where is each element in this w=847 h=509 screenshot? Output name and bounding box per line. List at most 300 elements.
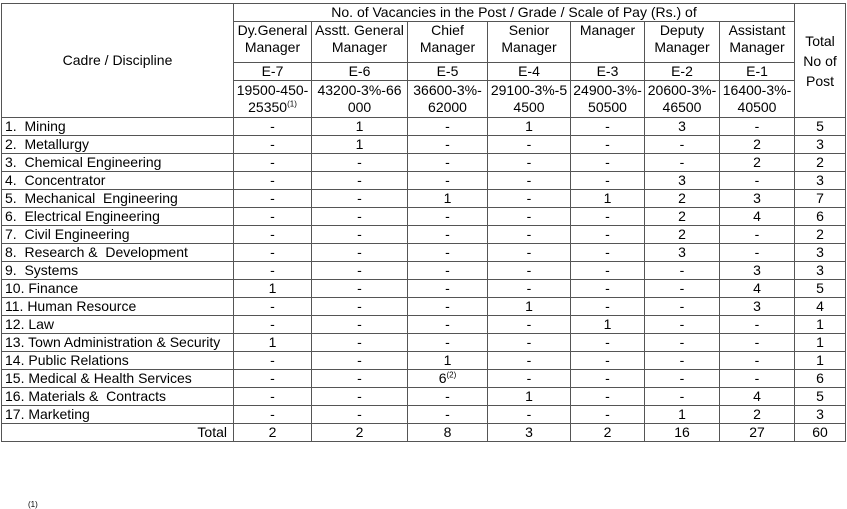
- vacancy-cell: [234, 208, 312, 226]
- vacancy-cell: [312, 154, 408, 172]
- vacancy-cell: [408, 298, 488, 316]
- vacancy-cell: [720, 244, 795, 262]
- pay-scale: 36600-3%-62000: [413, 82, 482, 115]
- vacancy-value: -: [357, 316, 362, 332]
- vacancy-cell: [234, 388, 312, 406]
- vacancy-cell: [488, 172, 571, 190]
- vacancy-cell: [571, 118, 645, 136]
- vacancy-cell: [234, 244, 312, 262]
- vacancy-cell: [234, 190, 312, 208]
- vacancy-value: -: [357, 298, 362, 314]
- vacancy-value: -: [754, 352, 760, 368]
- post-header-0: [234, 22, 312, 63]
- vacancy-value: -: [445, 136, 450, 152]
- row-total: 3: [795, 136, 846, 154]
- vacancy-cell: [408, 244, 488, 262]
- vacancy-value: -: [526, 154, 532, 170]
- vacancy-value: -: [357, 190, 362, 206]
- vacancy-cell: [312, 226, 408, 244]
- vacancy-value: -: [270, 190, 275, 206]
- vacancy-value: 1: [268, 280, 277, 296]
- vacancy-value: 1: [525, 298, 533, 314]
- vacancy-cell: [720, 352, 795, 370]
- discipline-name: 7. Civil Engineering: [2, 226, 234, 244]
- vacancy-cell: [720, 370, 795, 388]
- vacancy-cell: [720, 154, 795, 172]
- totals-label: Total: [2, 424, 234, 442]
- grade-header-6: E-1: [720, 63, 795, 81]
- vacancy-value: -: [270, 388, 275, 404]
- vacancy-cell: [645, 190, 720, 208]
- vacancy-value: 2: [678, 190, 686, 206]
- vacancy-cell: [312, 244, 408, 262]
- post-name: Deputy Manager: [654, 22, 710, 55]
- vacancy-value: -: [605, 334, 610, 350]
- vacancy-value: 3: [753, 190, 761, 206]
- vacancy-cell: [571, 352, 645, 370]
- vacancy-value: 3: [678, 244, 686, 260]
- vacancy-value: 1: [355, 118, 364, 134]
- scale-header-3: [488, 81, 571, 118]
- vacancy-table: [1, 3, 846, 442]
- vacancy-cell: [488, 352, 571, 370]
- vacancy-value: -: [526, 208, 532, 224]
- grade-header-2: E-5: [408, 63, 488, 81]
- vacancy-cell: [720, 190, 795, 208]
- vacancy-value: 1: [268, 334, 277, 350]
- row-total: 1: [795, 334, 846, 352]
- vacancy-value: -: [270, 370, 275, 386]
- vacancy-cell: [312, 262, 408, 280]
- grade-header-1: E-6: [312, 63, 408, 81]
- row-total: 5: [795, 388, 846, 406]
- post-header-4: [571, 22, 645, 63]
- pay-scale: 24900-3%-50500: [573, 82, 642, 115]
- vacancy-value: 1: [603, 316, 612, 332]
- vacancy-value: -: [526, 190, 532, 206]
- row-total: 7: [795, 190, 846, 208]
- vacancy-value: -: [526, 352, 532, 368]
- vacancy-value: 1: [355, 136, 364, 152]
- vacancy-cell: [312, 406, 408, 424]
- vacancy-value: -: [270, 208, 275, 224]
- vacancy-cell: [312, 352, 408, 370]
- vacancy-cell: [571, 136, 645, 154]
- vacancy-value: -: [754, 244, 760, 260]
- vacancy-value: 2: [678, 226, 686, 242]
- vacancy-value: -: [270, 316, 275, 332]
- vacancy-value: -: [270, 172, 275, 188]
- vacancy-cell: [408, 388, 488, 406]
- vacancy-cell: [234, 406, 312, 424]
- vacancy-value: -: [754, 172, 760, 188]
- row-total: 5: [795, 280, 846, 298]
- vacancy-cell: [720, 280, 795, 298]
- discipline-name: 9. Systems: [2, 262, 234, 280]
- vacancy-cell: [571, 388, 645, 406]
- discipline-name: 3. Chemical Engineering: [2, 154, 234, 172]
- table-row: [2, 262, 846, 280]
- vacancy-cell: [571, 208, 645, 226]
- table-row: [2, 406, 846, 424]
- vacancy-value: 2: [753, 136, 761, 152]
- post-header-5: [645, 22, 720, 63]
- table-row: [2, 118, 846, 136]
- vacancy-value: -: [445, 208, 450, 224]
- post-name: Dy.General Manager: [237, 22, 308, 55]
- footnote-marker: (1): [28, 500, 38, 509]
- row-total: 2: [795, 154, 846, 172]
- vacancy-value: -: [679, 298, 685, 314]
- table-row: [2, 388, 846, 406]
- vacancy-cell: [312, 334, 408, 352]
- vacancy-value: -: [357, 262, 362, 278]
- table-row: [2, 244, 846, 262]
- column-total: 2: [571, 424, 645, 442]
- vacancy-value: -: [605, 172, 610, 188]
- row-total: 3: [795, 406, 846, 424]
- vacancy-cell: [488, 190, 571, 208]
- vacancy-value: -: [270, 262, 275, 278]
- vacancy-cell: [488, 118, 571, 136]
- vacancy-value: -: [445, 280, 450, 296]
- vacancy-value: -: [754, 118, 760, 134]
- vacancy-cell: [312, 316, 408, 334]
- discipline-name: 16. Materials & Contracts: [2, 388, 234, 406]
- table-row: [2, 280, 846, 298]
- vacancy-cell: [645, 316, 720, 334]
- vacancy-cell: [408, 226, 488, 244]
- scale-header-1: [312, 81, 408, 118]
- scale-header-4: [571, 81, 645, 118]
- vacancy-value: -: [679, 352, 685, 368]
- vacancy-cell: [488, 226, 571, 244]
- totals-row: [2, 424, 846, 442]
- vacancy-cell: [488, 298, 571, 316]
- column-total: 16: [645, 424, 720, 442]
- vacancy-value: -: [445, 334, 450, 350]
- post-header-1: [312, 22, 408, 63]
- vacancy-value: -: [679, 280, 685, 296]
- pay-scale: 43200-3%-66000: [317, 82, 402, 115]
- vacancy-value: 4: [753, 280, 761, 296]
- vacancy-value: -: [270, 226, 275, 242]
- vacancy-value: -: [445, 118, 450, 134]
- column-total: 27: [720, 424, 795, 442]
- vacancy-value: -: [526, 280, 532, 296]
- vacancy-value: -: [526, 370, 532, 386]
- vacancy-value: -: [605, 226, 610, 242]
- table-row: [2, 370, 846, 388]
- row-total: 4: [795, 298, 846, 316]
- vacancy-value: 2: [753, 154, 761, 170]
- grade-header-3: E-4: [488, 63, 571, 81]
- vacancy-value: -: [357, 406, 362, 422]
- post-name: Asstt. General Manager: [315, 22, 404, 55]
- vacancy-cell: [571, 298, 645, 316]
- cell-note: (2): [446, 370, 457, 380]
- vacancy-cell: [312, 118, 408, 136]
- vacancy-cell: [488, 136, 571, 154]
- vacancy-cell: [720, 226, 795, 244]
- discipline-name: 12. Law: [2, 316, 234, 334]
- row-total: 3: [795, 262, 846, 280]
- post-name: Assistant Manager: [728, 22, 786, 55]
- vacancy-cell: [645, 244, 720, 262]
- vacancy-value: -: [445, 154, 450, 170]
- vacancy-value: -: [445, 388, 450, 404]
- vacancy-value: -: [357, 370, 362, 386]
- vacancy-cell: [488, 280, 571, 298]
- vacancy-value: -: [526, 406, 532, 422]
- vacancy-value: -: [605, 118, 610, 134]
- vacancy-value: -: [605, 406, 610, 422]
- row-total: 5: [795, 118, 846, 136]
- vacancy-value: 6: [438, 370, 447, 386]
- vacancy-cell: [645, 208, 720, 226]
- vacancy-value: -: [526, 226, 532, 242]
- vacancy-cell: [488, 244, 571, 262]
- cadre-header: Cadre / Discipline: [2, 4, 234, 118]
- table-row: [2, 334, 846, 352]
- post-header-2: [408, 22, 488, 63]
- discipline-name: 10. Finance: [2, 280, 234, 298]
- vacancy-cell: [645, 370, 720, 388]
- vacancy-cell: [571, 244, 645, 262]
- vacancy-value: -: [357, 172, 362, 188]
- vacancy-value: 4: [753, 208, 761, 224]
- discipline-name: 14. Public Relations: [2, 352, 234, 370]
- table-row: [2, 136, 846, 154]
- vacancy-cell: [408, 136, 488, 154]
- vacancy-cell: [488, 388, 571, 406]
- vacancy-cell: [488, 208, 571, 226]
- total-header: Total No of Post: [795, 4, 846, 118]
- scale-note: (1): [287, 99, 297, 109]
- vacancy-cell: [312, 280, 408, 298]
- vacancy-value: -: [445, 298, 450, 314]
- vacancy-cell: [312, 298, 408, 316]
- vacancy-cell: [720, 406, 795, 424]
- vacancy-cell: [234, 172, 312, 190]
- vacancy-cell: [720, 334, 795, 352]
- vacancy-value: -: [605, 136, 610, 152]
- scale-header-0: [234, 81, 312, 118]
- vacancy-value: -: [270, 298, 275, 314]
- vacancy-value: 3: [678, 172, 686, 188]
- scale-header-6: [720, 81, 795, 118]
- vacancy-value: -: [526, 172, 532, 188]
- discipline-name: 1. Mining: [2, 118, 234, 136]
- vacancy-value: -: [754, 316, 760, 332]
- post-header-3: [488, 22, 571, 63]
- vacancy-value: -: [445, 406, 450, 422]
- vacancy-cell: [312, 208, 408, 226]
- vacancy-value: 3: [753, 262, 761, 278]
- row-total: 6: [795, 208, 846, 226]
- vacancy-value: -: [357, 352, 362, 368]
- vacancy-value: -: [679, 388, 685, 404]
- vacancy-cell: [488, 370, 571, 388]
- vacancy-value: -: [605, 388, 610, 404]
- column-total: 3: [488, 424, 571, 442]
- grade-header-4: E-3: [571, 63, 645, 81]
- vacancy-cell: [645, 280, 720, 298]
- vacancy-value: -: [357, 154, 362, 170]
- vacancy-cell: [408, 352, 488, 370]
- vacancy-value: -: [526, 334, 532, 350]
- vacancy-cell: [408, 172, 488, 190]
- vacancy-value: -: [270, 352, 275, 368]
- vacancy-cell: [234, 334, 312, 352]
- vacancy-cell: [571, 262, 645, 280]
- vacancy-value: -: [357, 226, 362, 242]
- vacancy-cell: [312, 172, 408, 190]
- vacancy-value: -: [357, 388, 362, 404]
- vacancy-cell: [571, 370, 645, 388]
- vacancy-cell: [234, 118, 312, 136]
- discipline-name: 6. Electrical Engineering: [2, 208, 234, 226]
- vacancy-cell: [312, 370, 408, 388]
- vacancy-cell: [720, 172, 795, 190]
- vacancy-cell: [571, 406, 645, 424]
- vacancy-value: 1: [603, 190, 612, 206]
- vacancy-cell: [408, 262, 488, 280]
- vacancy-cell: [645, 226, 720, 244]
- vacancy-value: -: [754, 226, 760, 242]
- discipline-name: 15. Medical & Health Services: [2, 370, 234, 388]
- vacancy-value: -: [526, 244, 532, 260]
- vacancy-cell: [571, 316, 645, 334]
- vacancy-title: No. of Vacancies in the Post / Grade / Scale of Pay (Rs.) of: [234, 4, 795, 22]
- table-row: [2, 226, 846, 244]
- vacancy-cell: [645, 136, 720, 154]
- row-total: 3: [795, 172, 846, 190]
- post-name: Manager: [579, 22, 636, 38]
- vacancy-cell: [645, 388, 720, 406]
- vacancy-cell: [571, 226, 645, 244]
- discipline-name: 4. Concentrator: [2, 172, 234, 190]
- vacancy-value: -: [754, 370, 760, 386]
- vacancy-cell: [408, 118, 488, 136]
- row-total: 1: [795, 316, 846, 334]
- vacancy-value: 1: [525, 118, 533, 134]
- vacancy-value: -: [526, 316, 532, 332]
- pay-scale: 20600-3%-46500: [647, 82, 717, 115]
- vacancy-value: -: [679, 316, 685, 332]
- vacancy-cell: [571, 334, 645, 352]
- table-row: [2, 208, 846, 226]
- vacancy-value: -: [605, 154, 610, 170]
- pay-scale: 16400-3%-40500: [722, 82, 792, 115]
- vacancy-cell: [645, 352, 720, 370]
- vacancy-cell: [571, 190, 645, 208]
- discipline-name: 8. Research & Development: [2, 244, 234, 262]
- table-row: [2, 154, 846, 172]
- vacancy-cell: [488, 334, 571, 352]
- vacancy-value: -: [357, 280, 362, 296]
- row-total: 1: [795, 352, 846, 370]
- vacancy-value: -: [679, 370, 685, 386]
- grade-header-5: E-2: [645, 63, 720, 81]
- vacancy-value: -: [605, 280, 610, 296]
- vacancy-cell: [234, 154, 312, 172]
- discipline-name: 17. Marketing: [2, 406, 234, 424]
- vacancy-cell: [408, 370, 488, 388]
- vacancy-value: -: [445, 172, 450, 188]
- vacancy-cell: [408, 406, 488, 424]
- vacancy-value: -: [357, 244, 362, 260]
- vacancy-cell: [645, 154, 720, 172]
- table-row: [2, 316, 846, 334]
- table-row: [2, 352, 846, 370]
- scale-header-5: [645, 81, 720, 118]
- vacancy-value: -: [445, 244, 450, 260]
- vacancy-value: -: [445, 226, 450, 242]
- row-total: 6: [795, 370, 846, 388]
- vacancy-cell: [408, 190, 488, 208]
- vacancy-value: -: [605, 244, 610, 260]
- vacancy-value: -: [526, 262, 532, 278]
- vacancy-cell: [571, 172, 645, 190]
- vacancy-cell: [312, 190, 408, 208]
- vacancy-value: -: [526, 136, 532, 152]
- discipline-name: 5. Mechanical Engineering: [2, 190, 234, 208]
- discipline-name: 2. Metallurgy: [2, 136, 234, 154]
- post-header-6: [720, 22, 795, 63]
- vacancy-value: 3: [678, 118, 686, 134]
- vacancy-cell: [720, 388, 795, 406]
- vacancy-cell: [234, 316, 312, 334]
- vacancy-value: -: [679, 262, 685, 278]
- vacancy-value: 2: [678, 208, 686, 224]
- vacancy-value: 1: [678, 406, 686, 422]
- vacancy-cell: [408, 208, 488, 226]
- vacancy-cell: [234, 370, 312, 388]
- vacancy-value: -: [270, 244, 275, 260]
- vacancy-cell: [408, 334, 488, 352]
- table-row: [2, 298, 846, 316]
- vacancy-cell: [488, 262, 571, 280]
- vacancy-cell: [720, 208, 795, 226]
- vacancy-value: -: [445, 316, 450, 332]
- vacancy-cell: [645, 262, 720, 280]
- vacancy-cell: [720, 316, 795, 334]
- discipline-name: 13. Town Administration & Security: [2, 334, 234, 352]
- vacancy-value: -: [605, 208, 610, 224]
- column-total: 2: [234, 424, 312, 442]
- vacancy-cell: [234, 298, 312, 316]
- grand-total: 60: [795, 424, 846, 442]
- vacancy-value: 3: [753, 298, 761, 314]
- table-row: [2, 190, 846, 208]
- vacancy-value: -: [270, 118, 275, 134]
- vacancy-value: -: [605, 370, 610, 386]
- grade-header-0: E-7: [234, 63, 312, 81]
- vacancy-value: -: [357, 334, 362, 350]
- row-total: 2: [795, 226, 846, 244]
- vacancy-value: 1: [525, 388, 533, 404]
- vacancy-value: -: [270, 154, 275, 170]
- vacancy-value: -: [605, 298, 610, 314]
- vacancy-cell: [488, 316, 571, 334]
- vacancy-cell: [234, 352, 312, 370]
- vacancy-value: 4: [753, 388, 761, 404]
- vacancy-cell: [645, 334, 720, 352]
- vacancy-cell: [312, 136, 408, 154]
- vacancy-cell: [720, 118, 795, 136]
- table-row: [2, 172, 846, 190]
